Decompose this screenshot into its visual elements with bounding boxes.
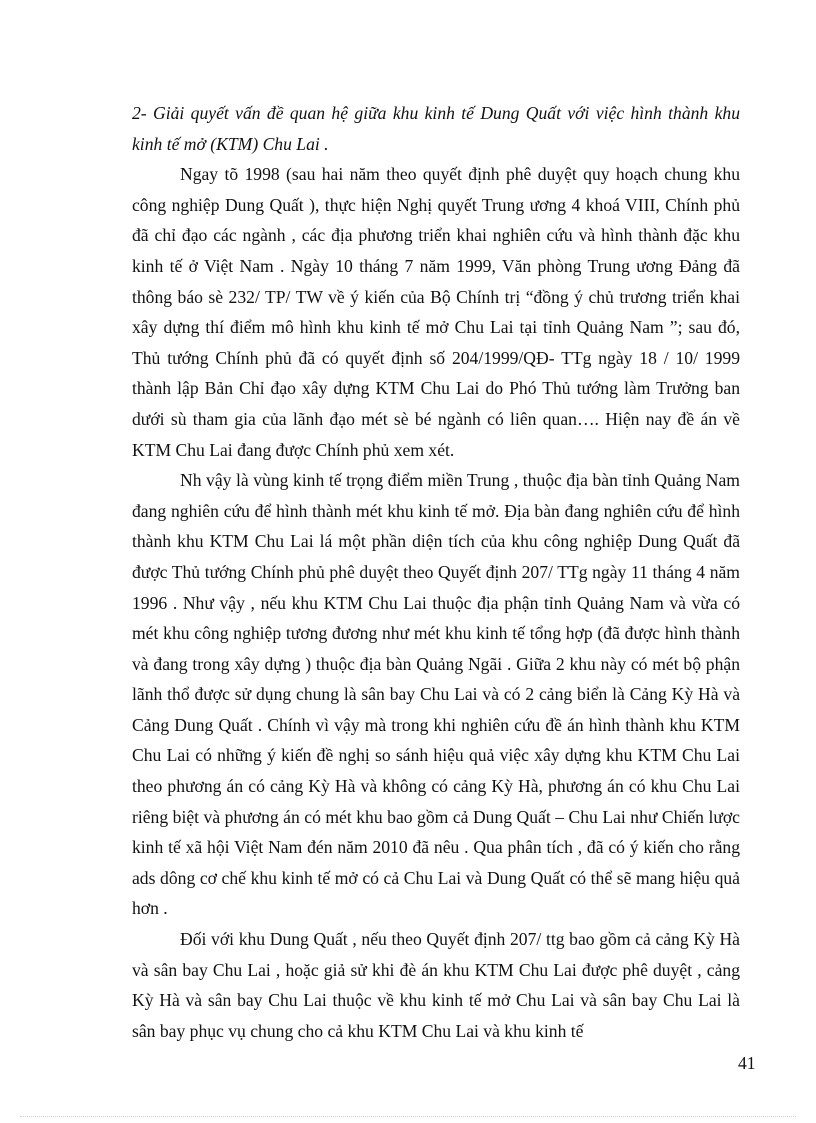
page-number: 41 bbox=[738, 1053, 756, 1073]
page-bottom-border bbox=[20, 1116, 796, 1117]
paragraph-3: Đối với khu Dung Quất , nếu theo Quyết định 207/ ttg bao gồm cả cảng Kỳ Hà và sân bay Chu Lai , hoặc giả sử khi đè án khu KTM Chu Lai được phê duyệt , cảng Kỳ Hà và sân bay Chu Lai thuộc về khu kinh tế mở Chu Lai và sân bay Chu Lai là sân bay phục vụ chung cho cả khu KTM Chu Lai và khu kinh tế bbox=[132, 929, 740, 1041]
document-body bbox=[132, 98, 740, 1046]
paragraph-1: Ngay tõ 1998 (sau hai năm theo quyết định phê duyệt quy hoạch chung khu công nghiệp Dung Quất ), thực hiện Nghị quyết Trung ương 4 khoá VIII, Chính phủ đã chỉ đạo các ngành , các địa phương triển khai nghiên cứu và hình thành đặc khu kinh tế ở Việt Nam . Ngày 10 tháng 7 năm 1999, Văn phòng Trung ương Đảng đã thông báo sè 232/ TP/ TW về ý kiến của Bộ Chính trị “đồng ý chủ trương triển khai xây dựng thí điểm mô hình khu kinh tế mở Chu Lai tại tỉnh Quảng Nam ”; sau đó, Thủ tướng Chính phủ đã có quyết định số 204/1999/QĐ- TTg ngày 18 / 10/ 1999 thành lập Bản Chỉ đạo xây dựng KTM Chu Lai do Phó Thủ tướng làm Trưởng ban dưới sù tham gia của lãnh đạo mét sè bé ngành có liên quan…. Hiện nay đề án về KTM Chu Lai đang được Chính phủ xem xét. bbox=[132, 164, 740, 460]
paragraph-2: Nh vậy là vùng kinh tế trọng điểm miền Trung , thuộc địa bàn tỉnh Quảng Nam đang nghiên cứu để hình thành mét khu kinh tế mở. Địa bàn đang nghiên cứu để hình thành khu KTM Chu Lai lá một phần diện tích của khu công nghiệp Dung Quất đã được Thủ tướng Chính phủ phê duyệt theo Quyết định 207/ TTg ngày 11 tháng 4 năm 1996 . Như vậy , nếu khu KTM Chu Lai thuộc địa phận tỉnh Quảng Nam và vừa có mét khu công nghiệp tương đương như mét khu kinh tế tổng hợp (đã được hình thành và đang trong xây dựng ) thuộc địa bàn Quảng Ngãi . Giữa 2 khu này có mét bộ phận lãnh thổ được sử dụng chung là sân bay Chu Lai và có 2 cảng biển là Cảng Kỳ Hà và Cảng Dung Quất . Chính vì vậy mà trong khi nghiên cứu đề án hình thành khu KTM Chu Lai có những ý kiến đề nghị so sánh hiệu quả việc xây dựng khu KTM Chu Lai theo phương án có cảng Kỳ Hà và không có cảng Kỳ Hà, phương án có khu Chu Lai riêng biệt và phương án có mét khu bao gồm cả Dung Quất – Chu Lai như Chiến lược kinh tế xã hội Việt Nam đén năm 2010 đã nêu . Qua phân tích , đã có ý kiến cho rằng ads dông cơ chế khu kinh tế mở có cả Chu Lai và Dung Quất có thể sẽ mang hiệu quả hơn . bbox=[132, 470, 740, 919]
section-heading: 2- Giải quyết vấn đề quan hệ giữa khu kinh tế Dung Quất với việc hình thành khu kinh tế mở (KTM) Chu Lai . bbox=[132, 103, 740, 154]
